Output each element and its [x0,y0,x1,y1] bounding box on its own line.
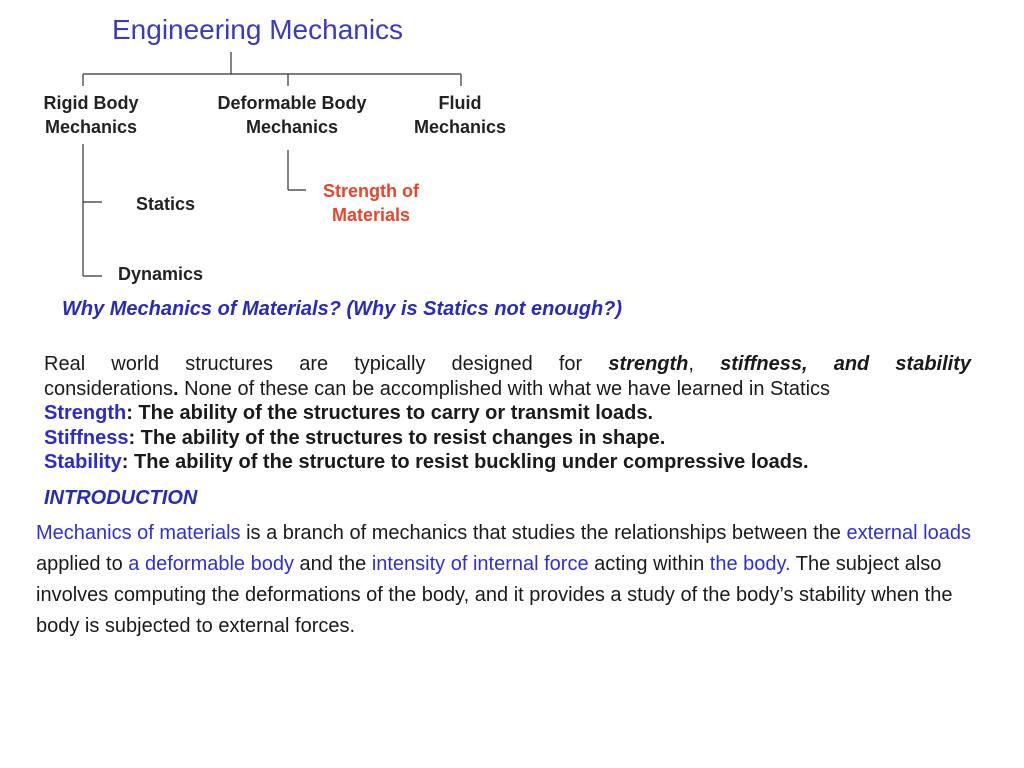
node-strength-line1: Strength of [323,181,419,201]
def-strength-term: Strength [44,402,127,424]
para1-rest: None of these can be accomplished with what we have learned in Statics [178,377,831,400]
node-deformable-line2: Mechanics [245,117,339,137]
intro-term-mechanics-of-materials: Mechanics of materials [36,522,241,544]
node-deformable-body-mechanics [202,91,382,139]
node-dynamics: Dynamics [118,264,204,284]
node-strength-of-materials [310,179,432,227]
def-stiffness-text: : The ability of the structures to resist changes in shape. [128,426,666,449]
def-stiffness-term: Stiffness [44,426,129,449]
intro-text-4: acting within [588,553,710,575]
definitions-paragraph [44,352,971,475]
def-strength [44,401,971,426]
node-rigid-body-mechanics [32,91,150,139]
intro-term-external-loads: external loads [846,522,971,544]
para1-text: Real world structures are typically designed for [44,353,583,375]
def-stability-term: Stability [44,451,122,473]
para1-period: . [172,377,179,400]
para1-line1 [44,352,971,377]
node-fluid-mechanics [404,91,516,139]
introduction-heading: INTRODUCTION [44,487,198,509]
introduction-paragraph [36,518,986,642]
node-rigid-line1: Rigid Body [43,93,139,113]
intro-text-3: and the [293,553,372,575]
diagram-title: Engineering Mechanics [112,14,404,45]
intro-text-2: applied to [36,553,129,575]
node-statics: Statics [136,194,196,214]
para1-line2 [44,377,971,402]
node-strength-line2: Materials [331,205,411,225]
intro-text-1: is a branch of mechanics that studies the relationships between the [240,522,847,544]
intro-term-deformable-body: a deformable body [128,553,294,575]
intro-term-the-body: the body. [709,553,791,575]
node-fluid-line2: Mechanics [413,117,507,137]
intro-text-5: The subject also involves computing the deformations of the body, and it provides a study of the body’s stability when the body is subjected to external forces. [36,553,953,637]
node-fluid-line1: Fluid [438,93,482,113]
node-deformable-line1: Deformable Body [217,93,367,113]
para1-comma: , [688,353,694,375]
def-stability-text: : The ability of the structure to resist buckling under compressive loads. [121,451,809,473]
question-heading: Why Mechanics of Materials? (Why is Statics not enough?) [62,298,623,320]
term-stiffness-stability-emph: stiffness, and stability [720,353,971,375]
term-strength-emph: strength [608,353,689,375]
intro-term-internal-force: intensity of internal force [371,553,589,575]
def-stability [44,450,971,475]
def-strength-text: : The ability of the structures to carry or transmit loads. [126,402,653,424]
def-stiffness [44,426,971,451]
para1-considerations: considerations [44,377,173,400]
node-rigid-line2: Mechanics [44,117,138,137]
